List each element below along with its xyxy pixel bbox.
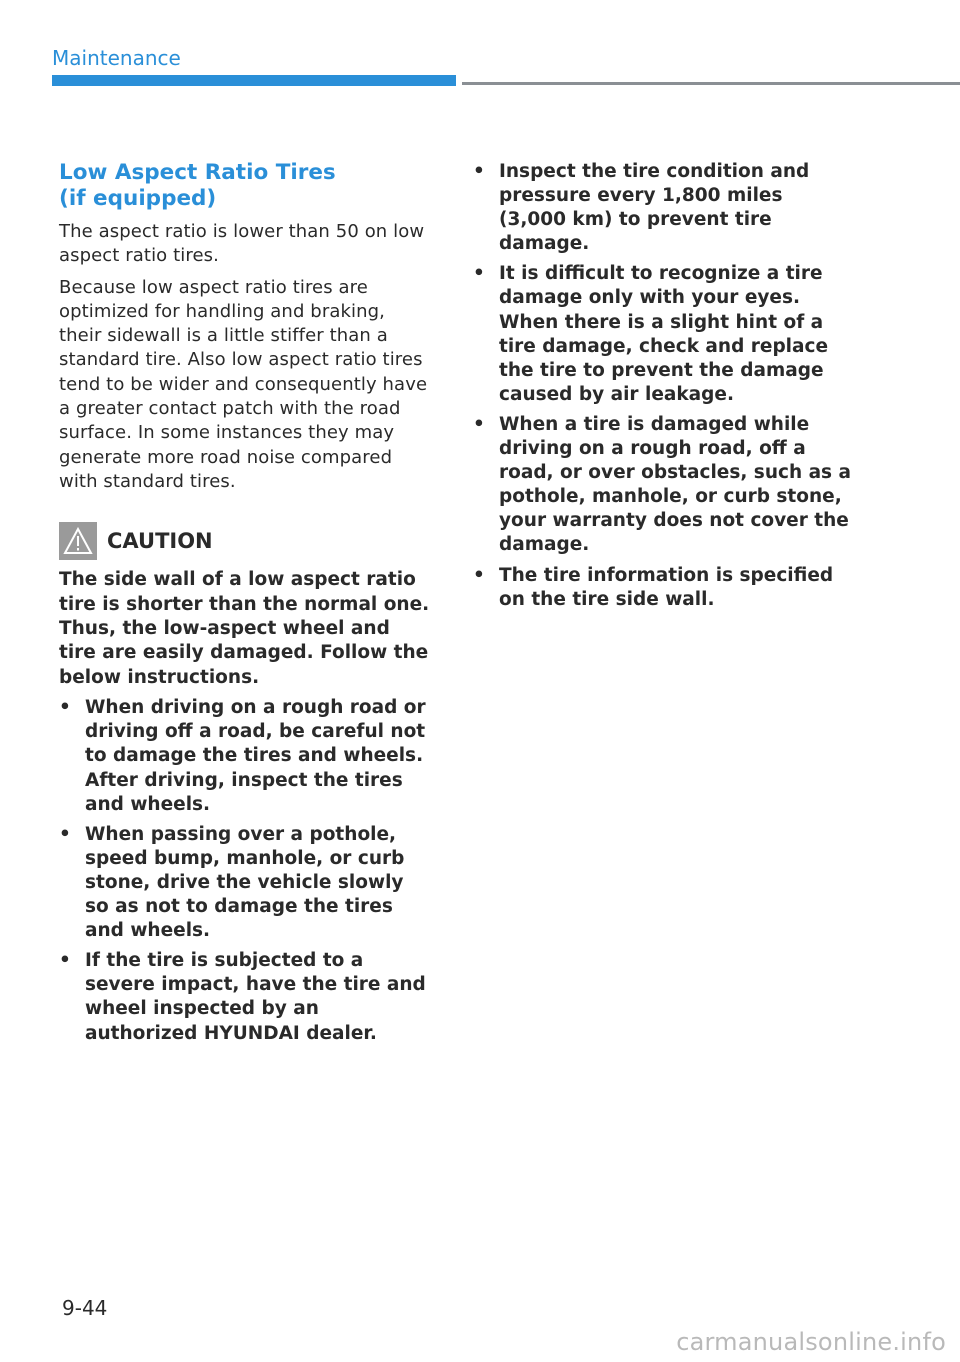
list-item bbox=[473, 564, 853, 612]
list-item-text: When passing over a pothole, speed bump, manhole, or curb stone, drive the vehicle slowly so as not to damage the tires and wheels. bbox=[85, 823, 405, 942]
intro-paragraph: The aspect ratio is lower than 50 on low aspect ratio tires. bbox=[59, 221, 425, 267]
list-item-text: If the tire is subjected to a severe impact, have the tire and wheel inspected by an authorized HYUNDAI dealer. bbox=[85, 950, 426, 1044]
caution-list bbox=[59, 696, 431, 1045]
list-item-text: The tire information is specified on the tire side wall. bbox=[499, 564, 834, 610]
bullet-icon: • bbox=[59, 697, 71, 719]
list-item-text: When a tire is damaged while driving on a rough road, off a road, or over obstacles, such as a pothole, manhole, or curb stone, your warranty does not cover the damage. bbox=[499, 413, 851, 556]
caution-list-continued bbox=[473, 160, 853, 612]
header-accent-bar bbox=[52, 75, 456, 86]
list-item-text: Inspect the tire condition and pressure every 1,800 miles (3,000 km) to prevent tire damage. bbox=[499, 161, 810, 255]
list-item-text: When driving on a rough road or driving off a road, be careful not to damage the tires and wheels. After driving, inspect the tires and wheels. bbox=[85, 697, 426, 815]
section-title-line2: (if equipped) bbox=[59, 186, 217, 211]
bullet-icon: • bbox=[473, 564, 485, 586]
list-item bbox=[59, 823, 431, 943]
page-number: 9-44 bbox=[62, 1296, 108, 1320]
caution-header bbox=[59, 522, 431, 560]
left-column bbox=[59, 160, 431, 1052]
caution-title: CAUTION bbox=[107, 529, 213, 554]
section-title-line1: Low Aspect Ratio Tires bbox=[59, 160, 336, 185]
section-title bbox=[59, 160, 431, 212]
warning-triangle-icon bbox=[59, 522, 97, 560]
list-item bbox=[59, 696, 431, 816]
list-item bbox=[59, 949, 431, 1045]
bullet-icon: • bbox=[59, 823, 71, 845]
bullet-icon: • bbox=[473, 263, 485, 285]
caution-intro: The side wall of a low aspect ratio tire is shorter than the normal one. Thus, the low-aspect wheel and tire are easily damaged. Follow the below instructions. bbox=[59, 569, 430, 688]
section-header-title: Maintenance bbox=[52, 46, 181, 70]
right-column bbox=[473, 160, 853, 618]
watermark: carmanualsonline.info bbox=[676, 1328, 946, 1356]
bullet-icon: • bbox=[59, 950, 71, 972]
list-item bbox=[473, 413, 853, 558]
description-paragraph: Because low aspect ratio tires are optimized for handling and braking, their sidewall is a little stiffer than a standard tire. Also low aspect ratio tires tend to be wider and consequently have a greater contact patch with the road surface. In some instances they may generate more road noise compared with standard tires. bbox=[59, 276, 428, 492]
bullet-icon: • bbox=[473, 413, 485, 435]
list-item bbox=[473, 160, 853, 256]
caution-block bbox=[59, 522, 431, 1045]
list-item-text: It is difficult to recognize a tire damage only with your eyes. When there is a slight hint of a tire damage, check and replace the tire to prevent the damage caused by air leakage. bbox=[499, 263, 829, 405]
header-divider-line bbox=[462, 82, 960, 85]
list-item bbox=[473, 262, 853, 407]
bullet-icon: • bbox=[473, 161, 485, 182]
